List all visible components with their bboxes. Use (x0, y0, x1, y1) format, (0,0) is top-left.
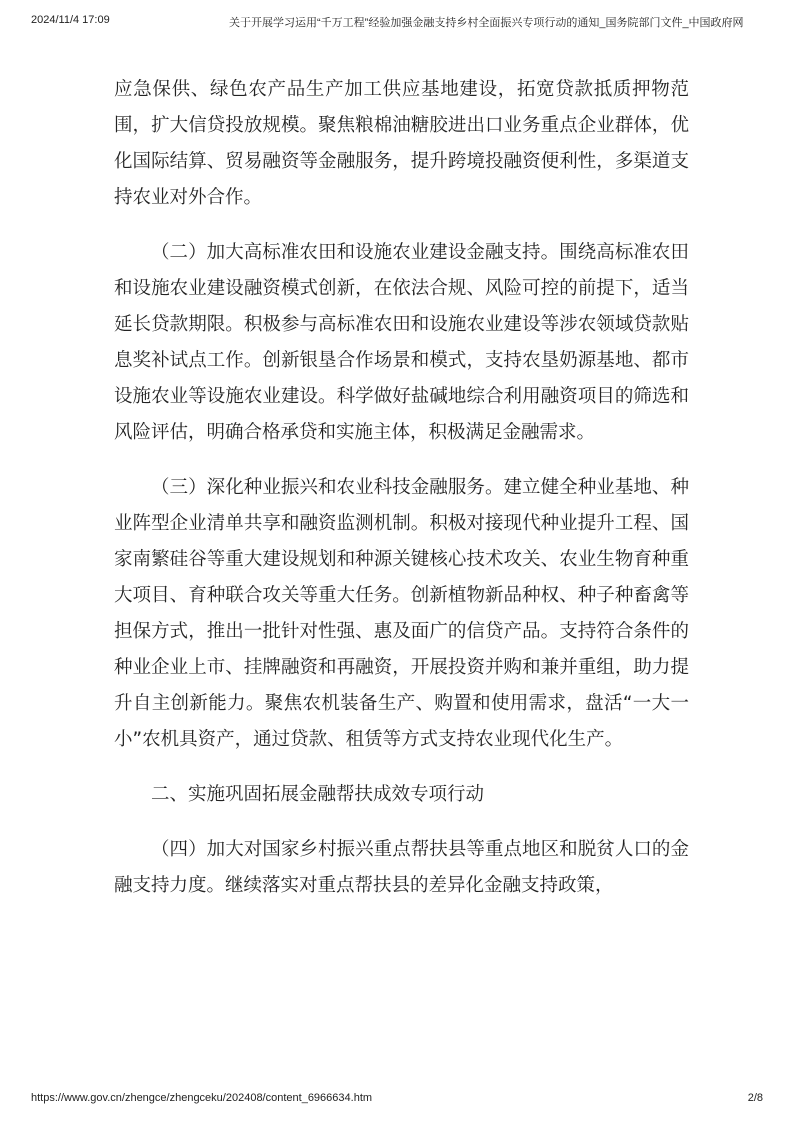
print-footer (31, 1092, 763, 1108)
paragraph-item-3: （三）深化种业振兴和农业科技金融服务。建立健全种业基地、种业阵型企业清单共享和融资监测机制。积极对接现代种业提升工程、国家南繁硅谷等重大建设规划和种源关键核心技术攻关、农业生物育种重大项目、育种联合攻关等重大任务。创新植物新品种权、种子种畜禽等担保方式，推出一批针对性强、惠及面广的信贷产品。支持符合条件的种业企业上市、挂牌融资和再融资，开展投资并购和兼并重组，助力提升自主创新能力。聚焦农机装备生产、购置和使用需求，盘活“一大一小”农机具资产，通过贷款、租赁等方式支持农业现代化生产。 (114, 477, 689, 750)
paragraph-item-2: （二）加大高标准农田和设施农业建设金融支持。围绕高标准农田和设施农业建设融资模式创新，在依法合规、风险可控的前提下，适当延长贷款期限。积极参与高标准农田和设施农业建设等涉农领域贷款贴息奖补试点工作。创新银垦合作场景和模式，支持农垦奶源基地、都市设施农业等设施农业建设。科学做好盐碱地综合利用融资项目的筛选和风险评估，明确合格承贷和实施主体，积极满足金融需求。 (114, 242, 689, 443)
print-header (31, 14, 763, 30)
section-heading-2: 二、实施巩固拓展金融帮扶成效专项行动 (151, 784, 485, 805)
print-datetime: 2024/11/4 17:09 (31, 14, 110, 26)
document-title: 关于开展学习运用“千万工程”经验加强金融支持乡村全面振兴专项行动的通知_国务院部门文件_中国政府网 (229, 17, 744, 29)
page-number: 2/8 (747, 1092, 763, 1104)
paragraph-item-4: （四）加大对国家乡村振兴重点帮扶县等重点地区和脱贫人口的金融支持力度。继续落实对重点帮扶县的差异化金融支持政策， (114, 839, 689, 896)
paragraph-continuation: 应急保供、绿色农产品生产加工供应基地建设，拓宽贷款抵质押物范围，扩大信贷投放规模。聚焦粮棉油糖胶进出口业务重点企业群体，优化国际结算、贸易融资等金融服务，提升跨境投融资便利性，多渠道支持农业对外合作。 (114, 79, 689, 208)
document-body (114, 72, 689, 923)
page-url: https://www.gov.cn/zhengce/zhengceku/202408/content_6966634.htm (31, 1092, 373, 1104)
